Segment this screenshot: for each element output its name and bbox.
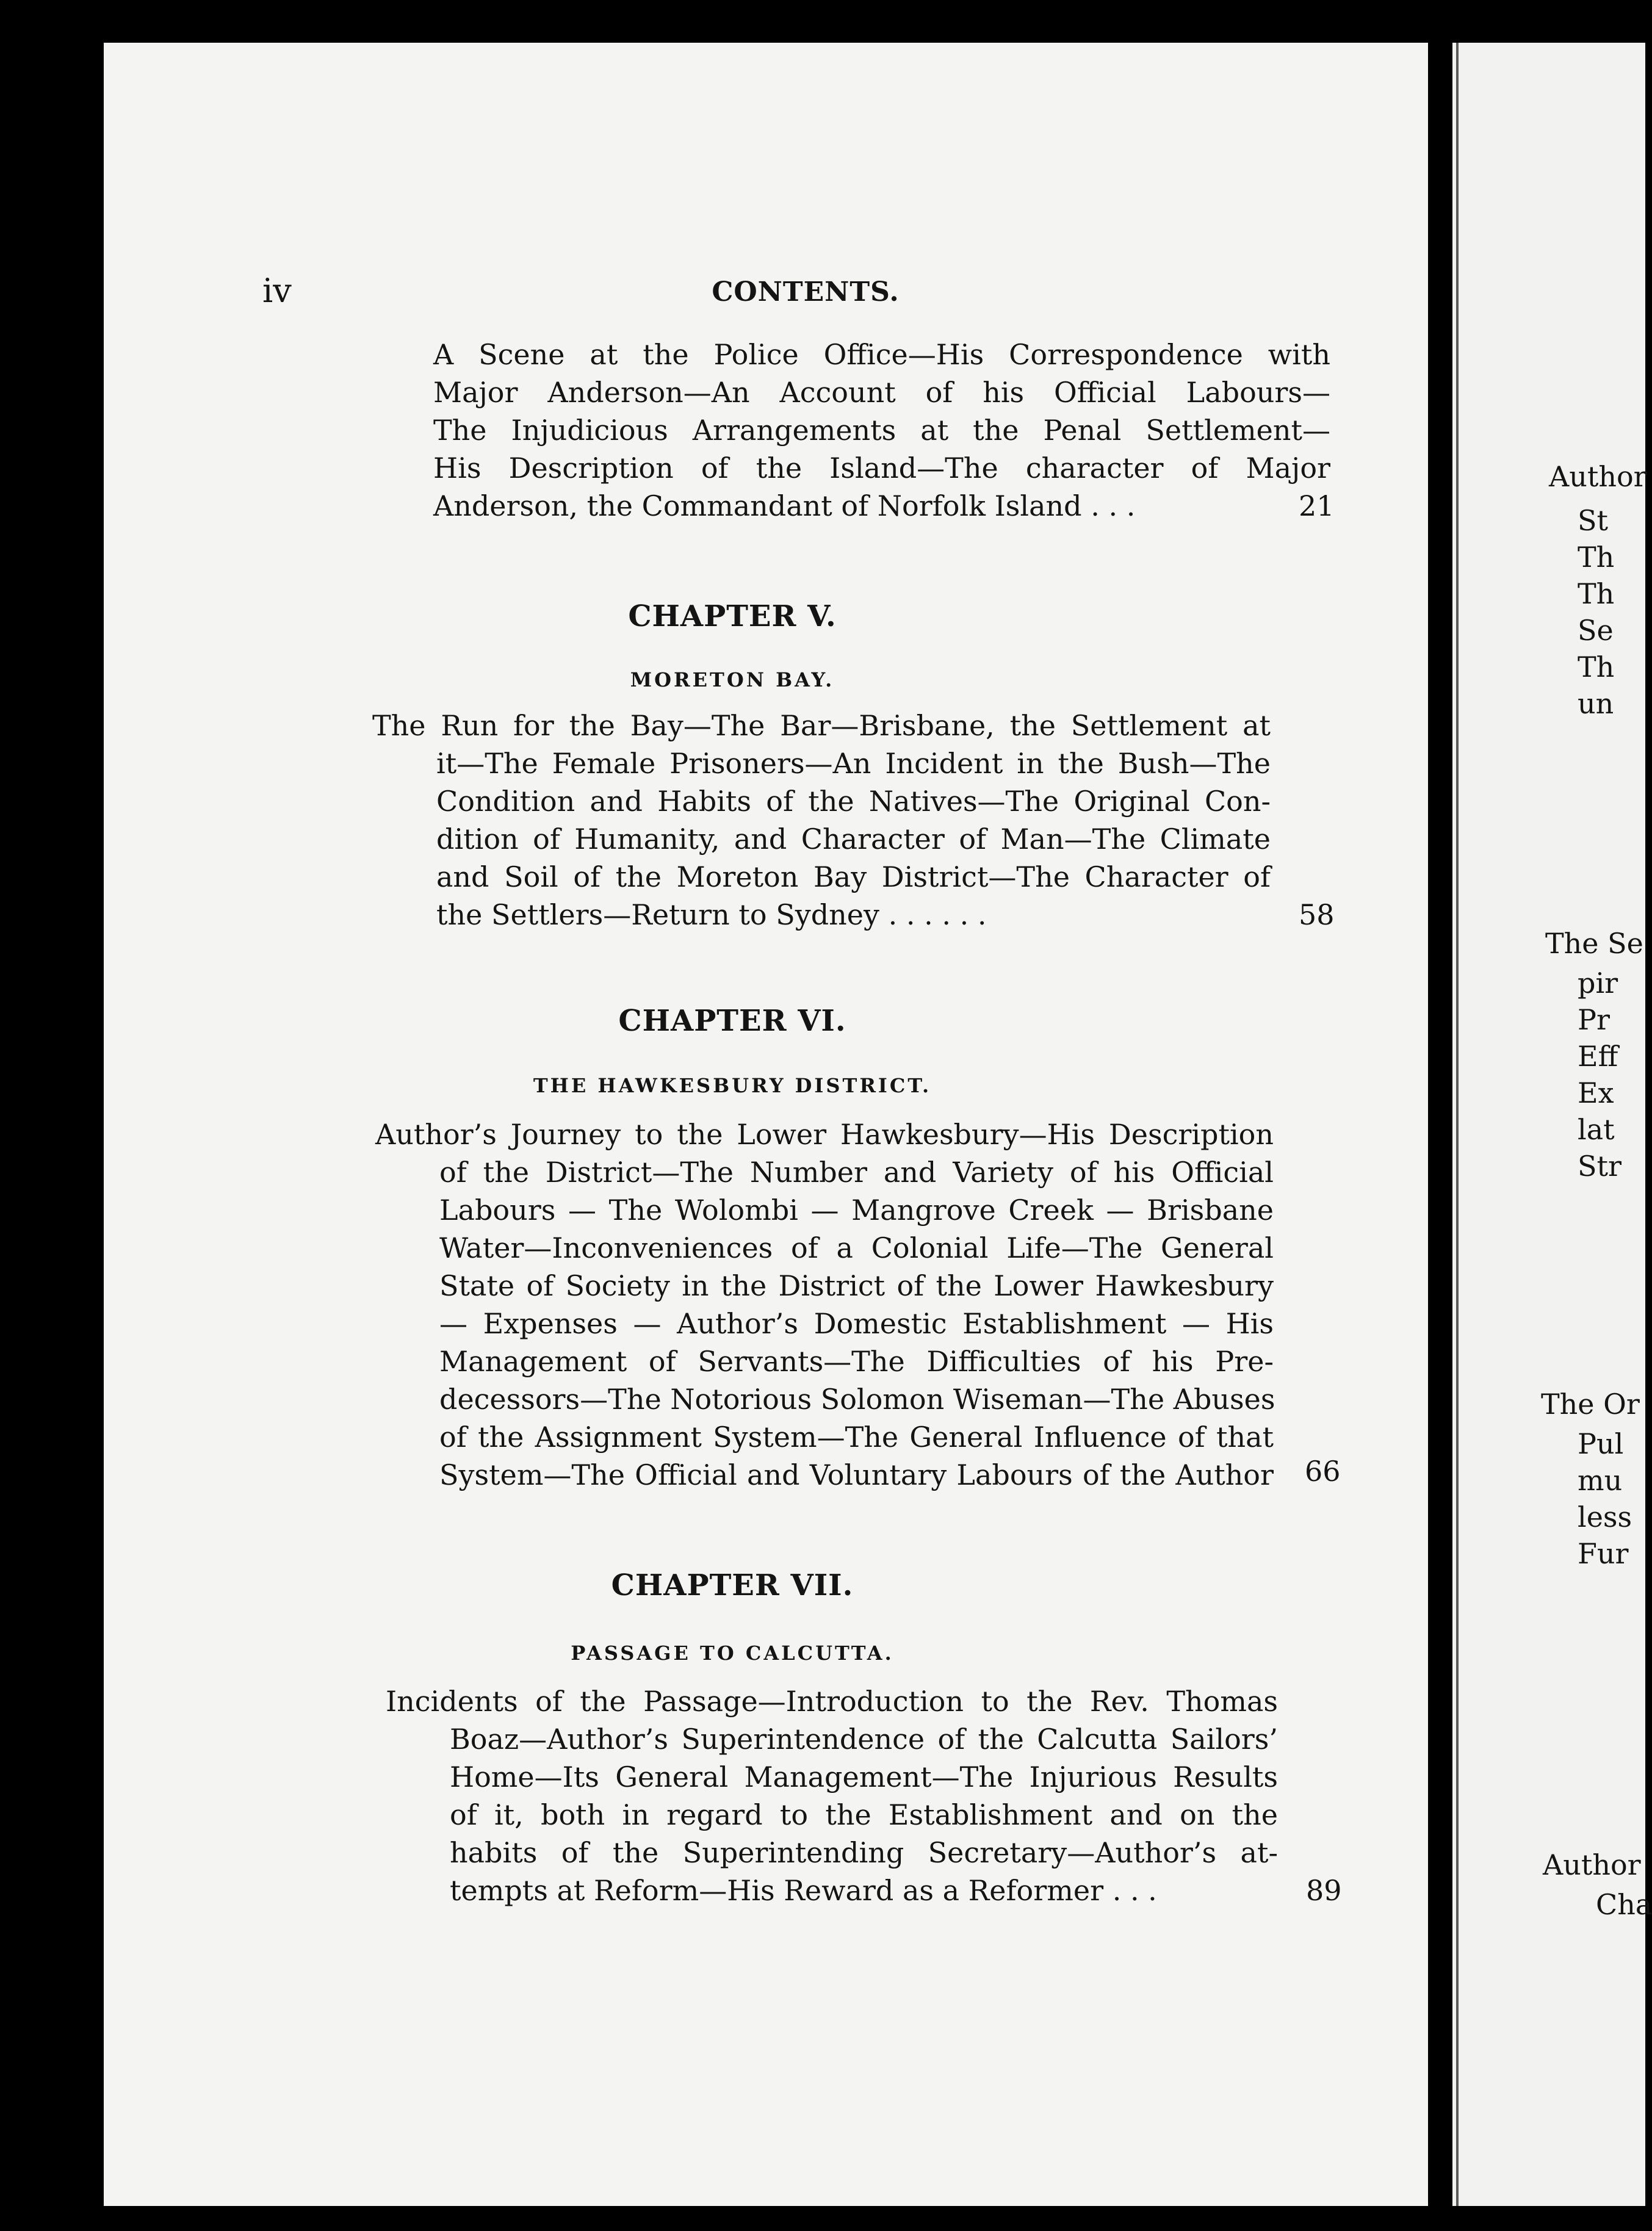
entry-line: Major Anderson—An Account of his Official Labours—: [433, 376, 1330, 409]
entry-line: and Soil of the Moreton Bay District—The Character of: [436, 860, 1271, 893]
entry-page-number: 58: [1299, 898, 1335, 931]
book-gutter: [1428, 43, 1452, 2206]
entry-line: His Description of the Island—The character of Major: [433, 452, 1330, 485]
facing-fragment: mu: [1578, 1464, 1623, 1497]
chapter-subtitle: MORETON BAY.: [630, 668, 835, 691]
entry-page-number: 89: [1306, 1874, 1342, 1907]
facing-fragment: Th: [1578, 577, 1615, 610]
toc-entry: [375, 1116, 1274, 1494]
page-folio: iv: [262, 272, 292, 310]
facing-fragment: Ex: [1578, 1076, 1614, 1109]
facing-fragment: St: [1578, 504, 1608, 537]
facing-page-edge: [1456, 43, 1459, 2206]
entry-line: System—The Official and Voluntary Labours of the Author: [439, 1458, 1274, 1491]
chapter-heading: CHAPTER V.: [628, 599, 837, 633]
facing-fragment: pir: [1578, 967, 1618, 1000]
entry-line: tempts at Reform—His Reward as a Reformer . . .: [450, 1874, 1157, 1907]
toc-entry: [386, 1682, 1278, 1909]
facing-fragment: Str: [1578, 1150, 1621, 1183]
entry-line: habits of the Superintending Secretary—Author’s at-: [450, 1836, 1278, 1869]
entry-line: decessors—The Notorious Solomon Wiseman—The Abuses: [439, 1383, 1275, 1416]
facing-fragment: Pul: [1578, 1427, 1624, 1460]
facing-fragment: Eff: [1578, 1040, 1618, 1073]
entry-line: Home—Its General Management—The Injurious Results: [450, 1761, 1278, 1793]
entry-line: Anderson, the Commandant of Norfolk Island . . .: [433, 489, 1136, 522]
entry-line: The Run for the Bay—The Bar—Brisbane, the Settlement at: [372, 709, 1271, 742]
facing-fragment: Fur: [1578, 1537, 1629, 1570]
facing-fragment: un: [1578, 687, 1614, 720]
entry-line: of the District—The Number and Variety of his Official: [439, 1156, 1274, 1189]
entry-line: Author’s Journey to the Lower Hawkesbury—His Description: [375, 1118, 1274, 1151]
toc-entry: [372, 707, 1271, 934]
entry-line: — Expenses — Author’s Domestic Establishment — His: [439, 1307, 1274, 1340]
facing-fragment: The Or: [1541, 1388, 1640, 1421]
entry-line: of the Assignment System—The General Influence of that: [439, 1421, 1274, 1454]
entry-line: Management of Servants—The Difficulties of his Pre-: [439, 1345, 1274, 1378]
entry-line: State of Society in the District of the Lower Hawkesbury: [439, 1269, 1274, 1302]
facing-fragment: Se: [1578, 614, 1614, 647]
facing-fragment: Author: [1543, 1848, 1641, 1881]
entry-page-number: 66: [1305, 1455, 1341, 1488]
facing-fragment: less: [1578, 1501, 1632, 1534]
entry-line: Boaz—Author’s Superintendence of the Calcutta Sailors’: [450, 1723, 1278, 1756]
toc-entry: [433, 336, 1330, 525]
entry-line: Incidents of the Passage—Introduction to the Rev. Thomas: [386, 1685, 1278, 1718]
chapter-subtitle: THE HAWKESBURY DISTRICT.: [533, 1074, 932, 1097]
entry-line: dition of Humanity, and Character of Man—The Climate: [436, 823, 1271, 856]
chapter-heading: CHAPTER VII.: [611, 1568, 854, 1602]
entry-line: the Settlers—Return to Sydney . . . . . .: [436, 898, 987, 931]
entry-line: of it, both in regard to the Establishment and on the: [450, 1798, 1278, 1831]
entry-line: A Scene at the Police Office—His Correspondence with: [433, 338, 1330, 371]
facing-page: [1452, 43, 1652, 2206]
chapter-subtitle: PASSAGE TO CALCUTTA.: [571, 1642, 894, 1665]
entry-line: Condition and Habits of the Natives—The Original Con-: [436, 785, 1271, 818]
entry-line: The Injudicious Arrangements at the Penal Settlement—: [433, 414, 1330, 447]
facing-fragment: Th: [1578, 541, 1615, 574]
entry-page-number: 21: [1299, 489, 1335, 522]
chapter-heading: CHAPTER VI.: [618, 1004, 846, 1038]
facing-fragment: Pr: [1578, 1003, 1610, 1036]
entry-line: Water—Inconveniences of a Colonial Life—The General: [439, 1231, 1274, 1264]
facing-fragment: The Se: [1545, 927, 1643, 960]
entry-line: it—The Female Prisoners—An Incident in the Bush—The: [436, 747, 1271, 780]
facing-fragment: Th: [1578, 651, 1615, 683]
running-head: [262, 272, 1349, 308]
entry-line: Labours — The Wolombi — Mangrove Creek — Brisbane: [439, 1194, 1274, 1227]
page-title: CONTENTS.: [712, 276, 900, 308]
facing-fragment: Cha: [1596, 1888, 1652, 1921]
facing-fragment: Author: [1549, 460, 1647, 493]
facing-fragment: lat: [1578, 1113, 1615, 1146]
